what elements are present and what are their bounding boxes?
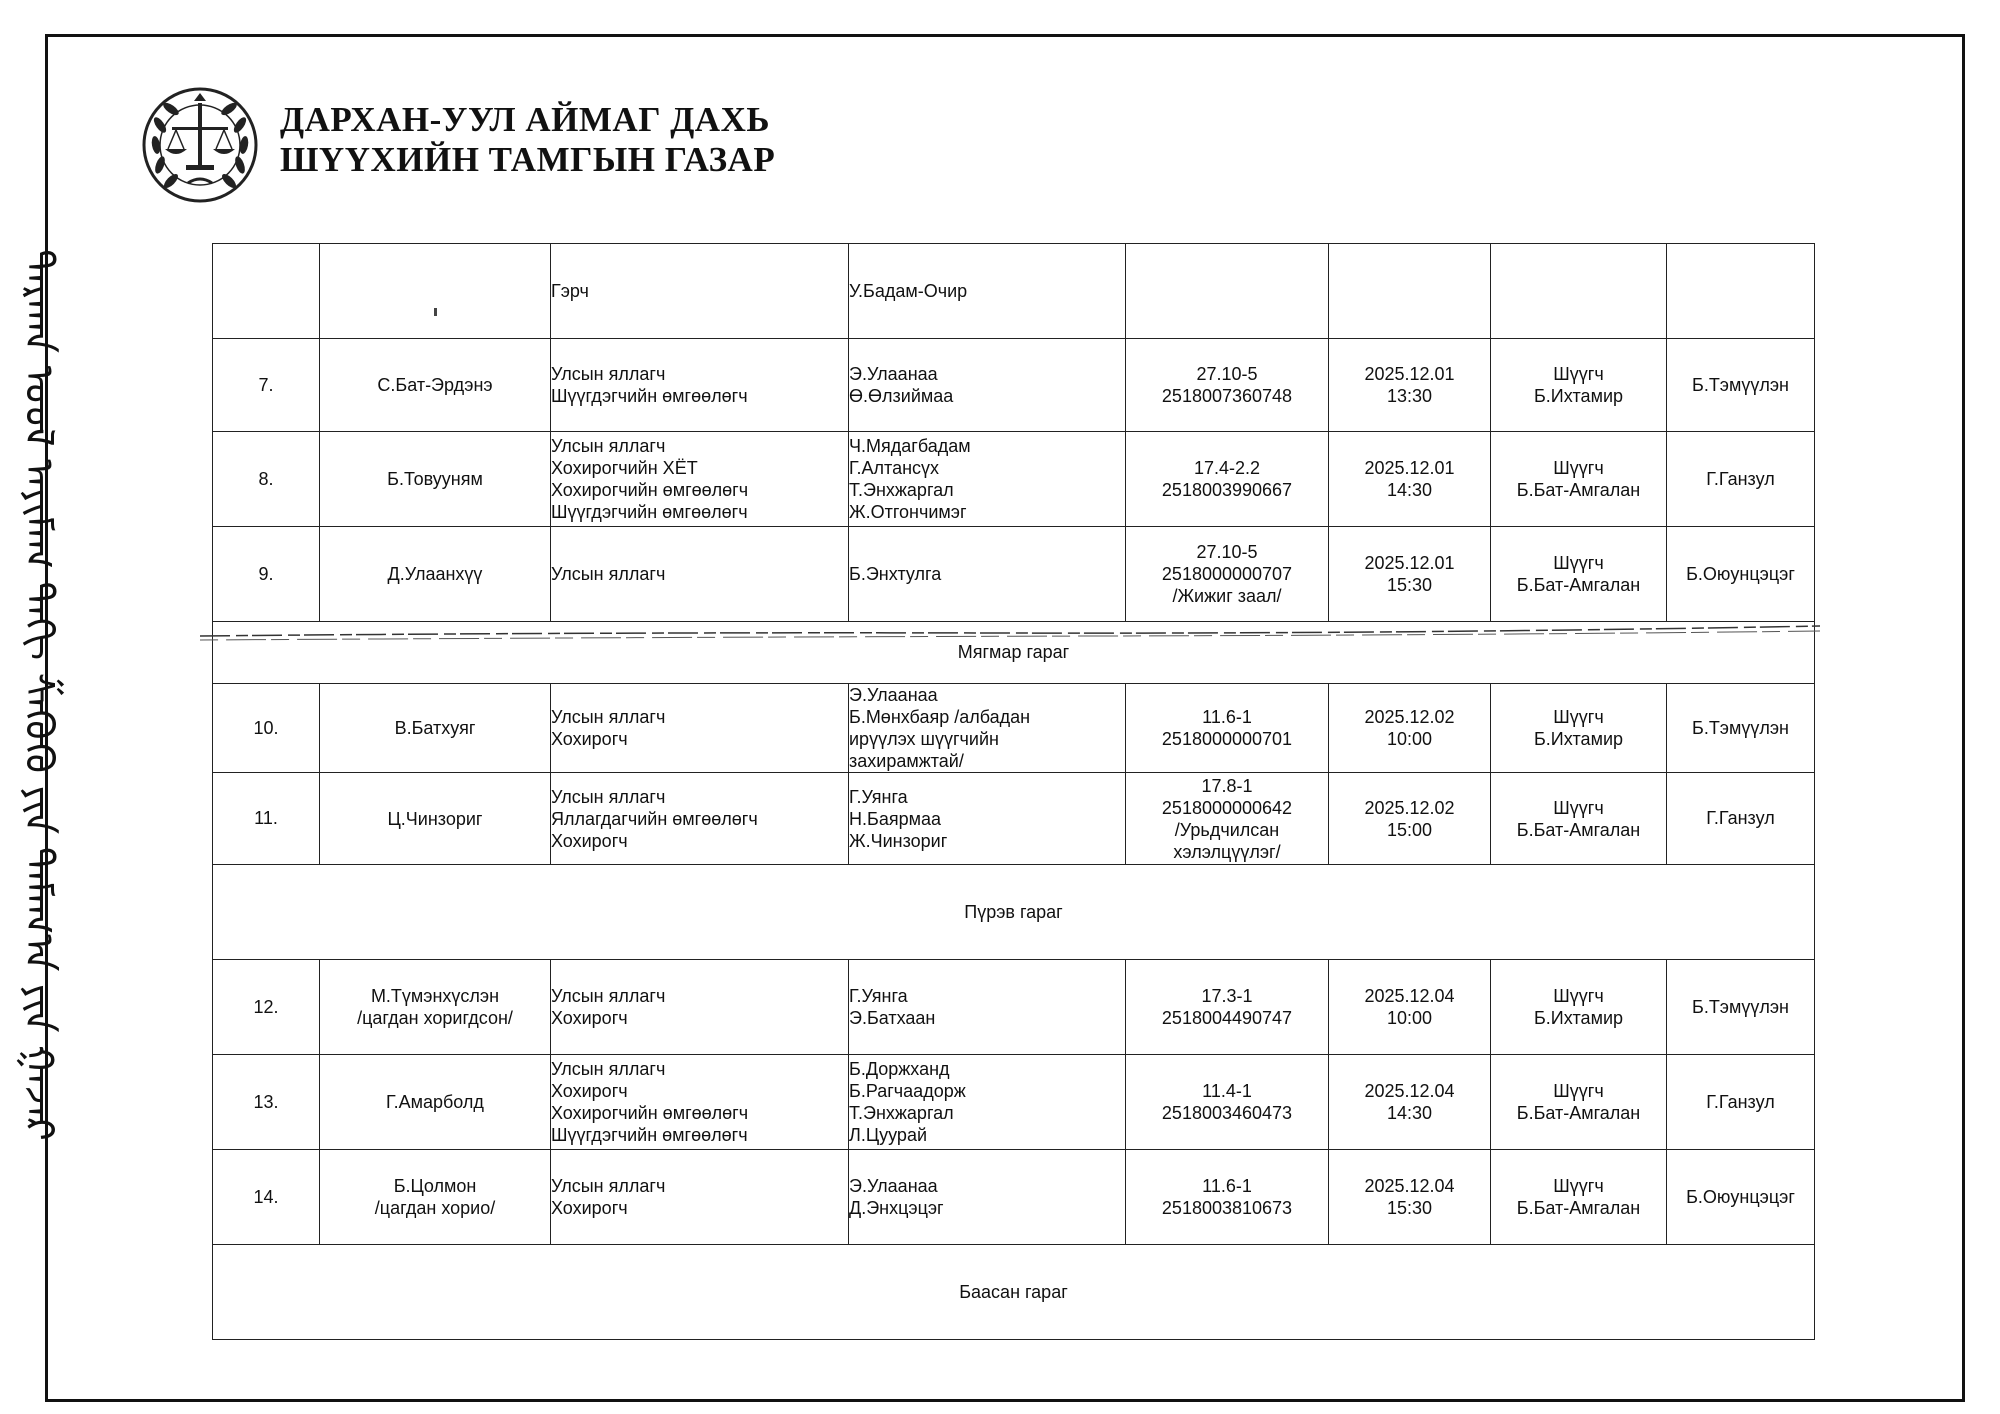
scales-of-justice-emblem-icon	[138, 83, 262, 207]
table-row	[213, 684, 1815, 773]
datetime-line: 10:00	[1386, 729, 1433, 749]
datetime-line: 2025.12.01	[1364, 553, 1455, 573]
day-label: Баасан гараг	[213, 1245, 1815, 1340]
datetime-line: 2025.12.04	[1364, 986, 1455, 1006]
participants-line: Шүүгдэгчийн өмгөөлөгч	[551, 502, 748, 522]
clerk-cell	[1667, 244, 1815, 339]
judge-cell	[1491, 1055, 1667, 1150]
article-line: 2518000000701	[1161, 729, 1293, 749]
defendant-cell	[320, 339, 551, 432]
defendant-line: /цагдан хорио/	[374, 1198, 496, 1218]
judge-cell	[1491, 244, 1667, 339]
judge-line: Шүүгч	[1553, 458, 1604, 478]
datetime-line: 15:00	[1386, 819, 1433, 840]
participants-line: Улсын яллагч	[551, 1059, 666, 1079]
participant-name: У.Бадам-Очир	[849, 281, 968, 301]
datetime-line: 10:00	[1386, 1008, 1433, 1028]
people-cell	[849, 684, 1126, 773]
people-line: Н.Баярмаа	[849, 808, 941, 829]
defendant-line: Г.Амарболд	[386, 1092, 484, 1112]
judge-line: Б.Бат-Амгалан	[1516, 819, 1641, 840]
people-cell	[849, 527, 1126, 622]
table-row	[213, 339, 1815, 432]
defendant-cell	[320, 773, 551, 865]
table-row	[213, 1055, 1815, 1150]
judge-cell	[1491, 1150, 1667, 1245]
judge-line: Б.Ихтамир	[1533, 386, 1624, 406]
people-line: Т.Энхжаргал	[849, 480, 954, 500]
article-cell	[1126, 1150, 1329, 1245]
clerk-cell: Б.Тэмүүлэн	[1667, 684, 1815, 773]
article-line: хэлэлцүүлэг/	[1173, 841, 1281, 862]
participants-cell	[551, 1055, 849, 1150]
clerk-cell: Г.Ганзул	[1667, 1055, 1815, 1150]
article-cell	[1126, 960, 1329, 1055]
people-line: Г.Алтансүх	[849, 458, 940, 478]
table-row	[213, 432, 1815, 527]
clerk-cell: Г.Ганзул	[1667, 773, 1815, 865]
article-line: 17.3-1	[1201, 986, 1253, 1006]
participants-line: Шүүгдэгчийн өмгөөлөгч	[551, 386, 748, 406]
datetime-cell	[1329, 1150, 1491, 1245]
header-title-line-1: ДАРХАН-УУЛ АЙМАГ ДАХЬ	[280, 100, 770, 139]
people-cell	[849, 432, 1126, 527]
people-line: Э.Улаанаа	[849, 364, 938, 384]
defendant-line: С.Бат-Эрдэнэ	[377, 375, 493, 395]
defendant-line: /цагдан хоригдсон/	[357, 1008, 513, 1028]
table-row	[213, 960, 1815, 1055]
participants-cell	[551, 432, 849, 527]
datetime-line: 2025.12.02	[1364, 797, 1455, 818]
participants-line: Улсын яллагч	[551, 1176, 666, 1196]
court-schedule-table	[212, 243, 1815, 1340]
vertical-script-text: ᠳᠠᠷᠬᠠᠨ ᠤᠤᠯ ᠠᠶᠢᠮᠠᠭ ᠳᠠᠬᠢ ᠱᠡᠭᠦᠬᠦ ᠶᠢᠨ ᠲᠠᠮᠠᠭ᠎ᠠ ᠶᠢᠨ ᠭᠠᠵᠠᠷ	[16, 249, 63, 1141]
people-cell	[849, 244, 1126, 339]
article-cell	[1126, 1055, 1329, 1150]
people-line: Ж.Отгончимэг	[849, 502, 967, 522]
name-cell	[320, 244, 551, 339]
judge-cell	[1491, 773, 1667, 865]
defendant-line: В.Батхуяг	[394, 718, 476, 738]
judge-line: Б.Ихтамир	[1533, 729, 1624, 749]
datetime-line: 14:30	[1386, 480, 1433, 500]
article-line: 11.4-1	[1202, 1081, 1252, 1101]
judge-cell	[1491, 527, 1667, 622]
defendant-line: Б.Цолмон	[393, 1176, 477, 1196]
participants-cell	[551, 960, 849, 1055]
datetime-cell	[1329, 1055, 1491, 1150]
people-line: Б.Доржханд	[849, 1059, 950, 1079]
datetime-line: 2025.12.01	[1364, 458, 1455, 478]
participants-line: Улсын яллагч	[551, 436, 666, 456]
datetime-cell	[1329, 339, 1491, 432]
people-cell	[849, 1055, 1126, 1150]
datetime-cell	[1329, 960, 1491, 1055]
judge-line: Б.Бат-Амгалан	[1516, 575, 1641, 595]
judge-line: Б.Ихтамир	[1533, 1008, 1624, 1028]
people-line: Э.Батхаан	[849, 1008, 936, 1028]
defendant-cell	[320, 960, 551, 1055]
article-cell	[1126, 773, 1329, 865]
people-line: Ж.Чинзориг	[849, 830, 948, 851]
article-line: 27.10-5	[1196, 364, 1258, 384]
case-number: 10.	[213, 684, 320, 773]
table-row	[213, 773, 1815, 865]
defendant-line: М.Түмэнхүслэн	[370, 986, 500, 1006]
article-cell	[1126, 527, 1329, 622]
datetime-line: 2025.12.02	[1364, 707, 1455, 727]
article-cell	[1126, 684, 1329, 773]
article-line: 2518004490747	[1161, 1008, 1293, 1028]
article-line: 2518000000642	[1161, 797, 1293, 818]
defendant-cell	[320, 684, 551, 773]
datetime-cell	[1329, 773, 1491, 865]
participants-cell	[551, 244, 849, 339]
article-line: 17.8-1	[1201, 775, 1253, 796]
participants-line: Улсын яллагч	[551, 786, 666, 807]
datetime-cell	[1329, 244, 1491, 339]
participants-line: Шүүгдэгчийн өмгөөлөгч	[551, 1125, 748, 1145]
article-line: 27.10-5	[1196, 542, 1258, 562]
clerk-cell: Г.Ганзул	[1667, 432, 1815, 527]
people-line: Л.Цуурай	[849, 1125, 928, 1145]
participants-line: Улсын яллагч	[551, 986, 666, 1006]
people-cell	[849, 339, 1126, 432]
participants-line: Хохирогчийн өмгөөлөгч	[551, 480, 749, 500]
judge-cell	[1491, 960, 1667, 1055]
people-line: Ч.Мядагбадам	[849, 436, 971, 456]
case-number: 7.	[213, 339, 320, 432]
people-line: Э.Улаанаа	[849, 685, 938, 705]
judge-line: Шүүгч	[1553, 797, 1604, 818]
article-line: /Урьдчилсан	[1174, 819, 1280, 840]
people-line: Э.Улаанаа	[849, 1176, 938, 1196]
datetime-cell	[1329, 527, 1491, 622]
people-line: Б.Мөнхбаяр /албадан	[849, 707, 1031, 727]
people-line: Б.Рагчаадорж	[849, 1081, 966, 1101]
participants-line: Яллагдагчийн өмгөөлөгч	[551, 808, 758, 829]
judge-line: Шүүгч	[1553, 986, 1604, 1006]
participants-cell	[551, 773, 849, 865]
participants-line: Улсын яллагч	[551, 707, 666, 727]
judge-line: Б.Бат-Амгалан	[1516, 1103, 1641, 1123]
people-cell	[849, 960, 1126, 1055]
participants-line: Хохирогч	[551, 1008, 628, 1028]
case-number: 9.	[213, 527, 320, 622]
defendant-line: Д.Улаанхүү	[387, 564, 483, 584]
datetime-line: 13:30	[1386, 386, 1433, 406]
judge-line: Б.Бат-Амгалан	[1516, 480, 1641, 500]
article-cell	[1126, 432, 1329, 527]
people-line: Т.Энхжаргал	[849, 1103, 954, 1123]
people-line: Г.Уянга	[849, 986, 908, 1006]
article-line: 2518003990667	[1161, 480, 1293, 500]
datetime-line: 14:30	[1386, 1103, 1433, 1123]
day-label: Мягмар гараг	[213, 622, 1815, 684]
vertical-mongolian-script	[14, 200, 84, 1190]
datetime-cell	[1329, 432, 1491, 527]
defendant-cell	[320, 1055, 551, 1150]
defendant-line: Ц.Чинзориг	[387, 808, 483, 829]
datetime-line: 2025.12.01	[1364, 364, 1455, 384]
judge-cell	[1491, 684, 1667, 773]
participants-line: Улсын яллагч	[551, 564, 666, 584]
participants-line: Хохирогч	[551, 1081, 628, 1101]
table-row	[213, 1150, 1815, 1245]
datetime-line: 15:30	[1386, 575, 1433, 595]
article-line: /Жижиг заал/	[1172, 586, 1282, 606]
people-line: Г.Уянга	[849, 786, 908, 807]
table-row	[213, 527, 1815, 622]
table-row-continuation	[213, 244, 1815, 339]
judge-line: Шүүгч	[1553, 1081, 1604, 1101]
day-header-row	[213, 865, 1815, 960]
article-line: 11.6-1	[1202, 707, 1252, 727]
article-cell	[1126, 339, 1329, 432]
num-cell	[213, 244, 320, 339]
case-number: 14.	[213, 1150, 320, 1245]
datetime-line: 15:30	[1386, 1198, 1433, 1218]
case-number: 12.	[213, 960, 320, 1055]
people-line: захирамжтай/	[849, 751, 964, 771]
judge-line: Шүүгч	[1553, 553, 1604, 573]
people-line: Ө.Өлзиймаа	[849, 386, 954, 406]
participants-cell	[551, 1150, 849, 1245]
day-label: Пүрэв гараг	[213, 865, 1815, 960]
judge-line: Шүүгч	[1553, 707, 1604, 727]
clerk-cell: Б.Тэмүүлэн	[1667, 339, 1815, 432]
datetime-cell	[1329, 684, 1491, 773]
people-line: ирүүлэх шүүгчийн	[849, 729, 999, 749]
judge-cell	[1491, 432, 1667, 527]
case-number: 8.	[213, 432, 320, 527]
datetime-line: 2025.12.04	[1364, 1176, 1455, 1196]
clerk-cell: Б.Оюунцэцэг	[1667, 1150, 1815, 1245]
participants-line: Хохирогчийн ХЁТ	[551, 458, 698, 478]
article-line: 11.6-1	[1202, 1176, 1252, 1196]
case-number: 11.	[213, 773, 320, 865]
defendant-cell	[320, 432, 551, 527]
header-title-line-2: ШҮҮХИЙН ТАМГЫН ГАЗАР	[280, 140, 776, 179]
participants-line: Хохирогч	[551, 1198, 628, 1218]
people-line: Д.Энхцэцэг	[849, 1198, 944, 1218]
defendant-cell	[320, 527, 551, 622]
day-header-row	[213, 622, 1815, 684]
datetime-line: 2025.12.04	[1364, 1081, 1455, 1101]
participants-line: Хохирогчийн өмгөөлөгч	[551, 1103, 749, 1123]
judge-line: Шүүгч	[1553, 1176, 1604, 1196]
participants-cell	[551, 339, 849, 432]
judge-line: Шүүгч	[1553, 364, 1604, 384]
article-line: 2518003460473	[1161, 1103, 1293, 1123]
article-line: 2518007360748	[1161, 386, 1293, 406]
participants-cell	[551, 684, 849, 773]
participants-line: Хохирогч	[551, 729, 628, 749]
people-cell	[849, 773, 1126, 865]
defendant-line: Б.Товууням	[387, 469, 483, 489]
article-line: 2518000000707	[1161, 564, 1293, 584]
judge-cell	[1491, 339, 1667, 432]
article-line: 2518003810673	[1161, 1198, 1293, 1218]
article-cell	[1126, 244, 1329, 339]
defendant-cell	[320, 1150, 551, 1245]
case-number: 13.	[213, 1055, 320, 1150]
participants-cell	[551, 527, 849, 622]
header-title	[280, 100, 775, 180]
clerk-cell: Б.Тэмүүлэн	[1667, 960, 1815, 1055]
day-header-row	[213, 1245, 1815, 1340]
people-cell	[849, 1150, 1126, 1245]
clerk-cell: Б.Оюунцэцэг	[1667, 527, 1815, 622]
participants-line: Хохирогч	[551, 830, 628, 851]
participants-line: Улсын яллагч	[551, 364, 666, 384]
article-line: 17.4-2.2	[1193, 458, 1261, 478]
people-line: Б.Энхтулга	[849, 564, 942, 584]
participant-role: Гэрч	[551, 281, 589, 301]
judge-line: Б.Бат-Амгалан	[1516, 1198, 1641, 1218]
